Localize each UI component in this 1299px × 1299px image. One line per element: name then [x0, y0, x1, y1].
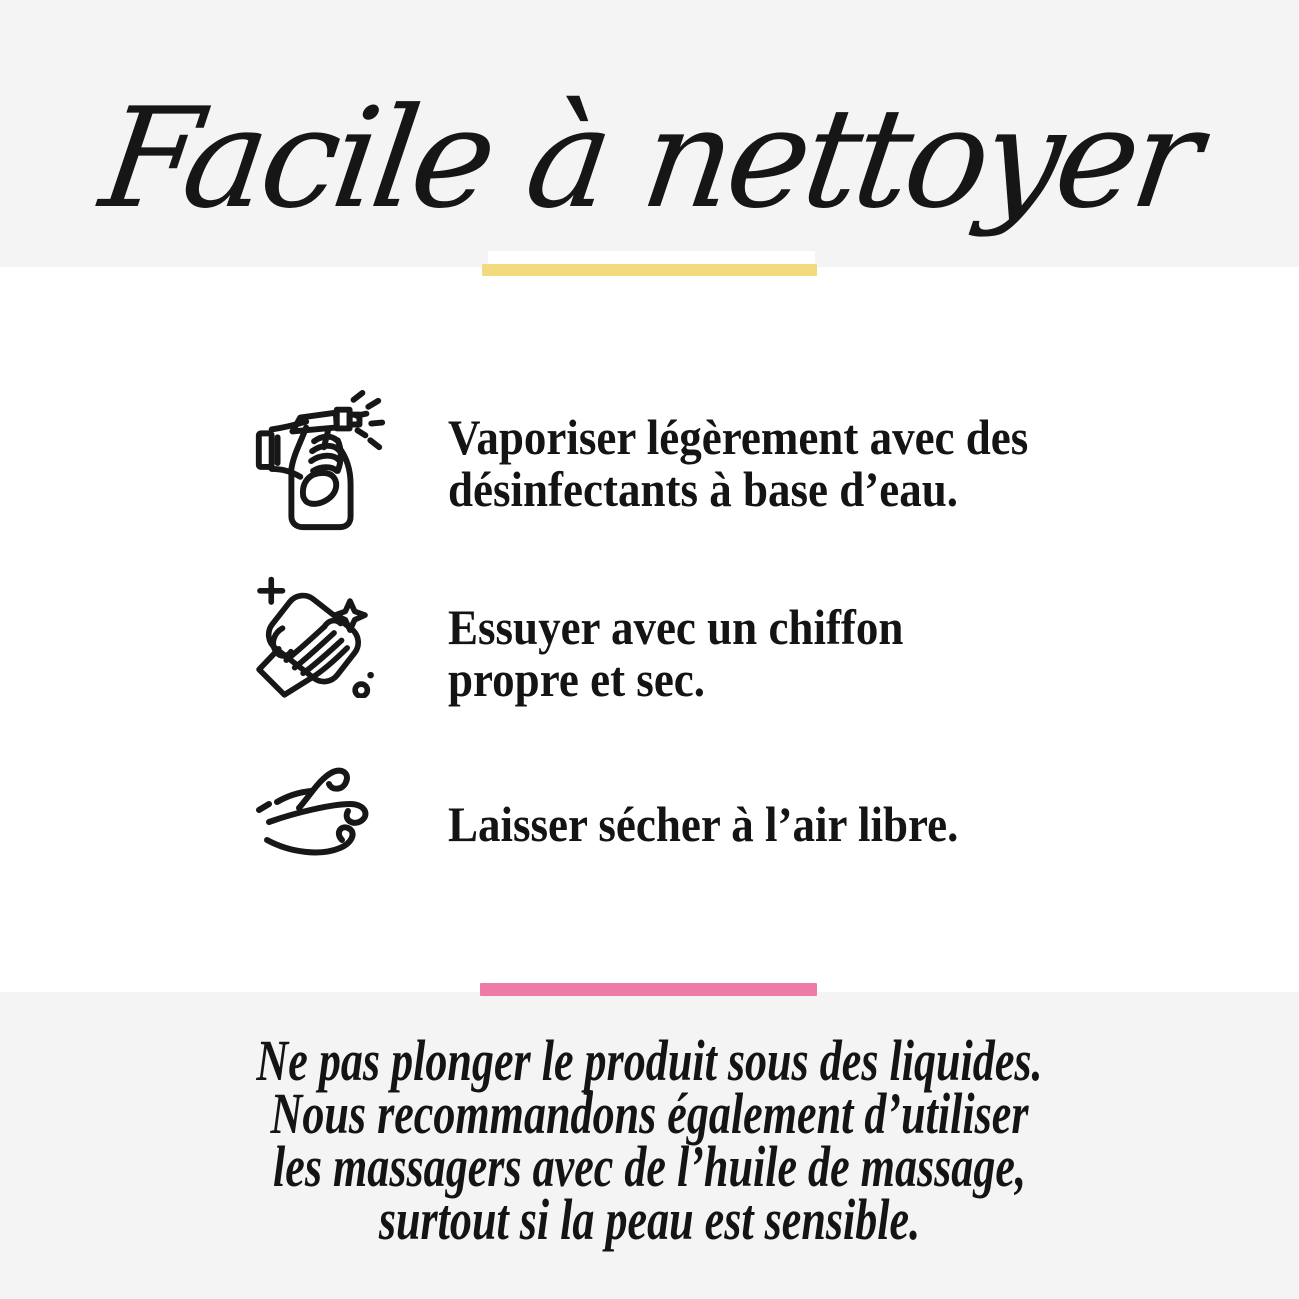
footer-line-4: surtout si la peau est sensible. [378, 1187, 921, 1252]
footer-line-1: Ne pas plonger le produit sous des liquides. [256, 1028, 1043, 1093]
footer-line-2: Nous recommandons également d’utiliser [270, 1081, 1029, 1146]
footer-divider-bar [480, 983, 817, 996]
step-1-line-2: désinfectants à base d’eau. [448, 461, 959, 517]
step-2-line-2: propre et sec. [448, 651, 706, 707]
step-1-line-1: Vaporiser légèrement avec des [448, 409, 1029, 465]
step-1-text [448, 411, 1028, 515]
spray-bottle-icon [250, 388, 390, 536]
footer-line-3: les massagers avec de l’huile de massage, [273, 1134, 1026, 1199]
wiping-hand-icon [245, 566, 395, 698]
page-title: Facile à nettoyer [92, 77, 1207, 239]
step-2-text [448, 601, 903, 705]
air-dry-icon [253, 764, 389, 870]
step-3-text [448, 798, 958, 850]
footer-caution-text [156, 1028, 1143, 1252]
step-2-line-1: Essuyer avec un chiffon [448, 599, 904, 655]
step-3-line-1: Laisser sécher à l’air libre. [448, 796, 959, 852]
